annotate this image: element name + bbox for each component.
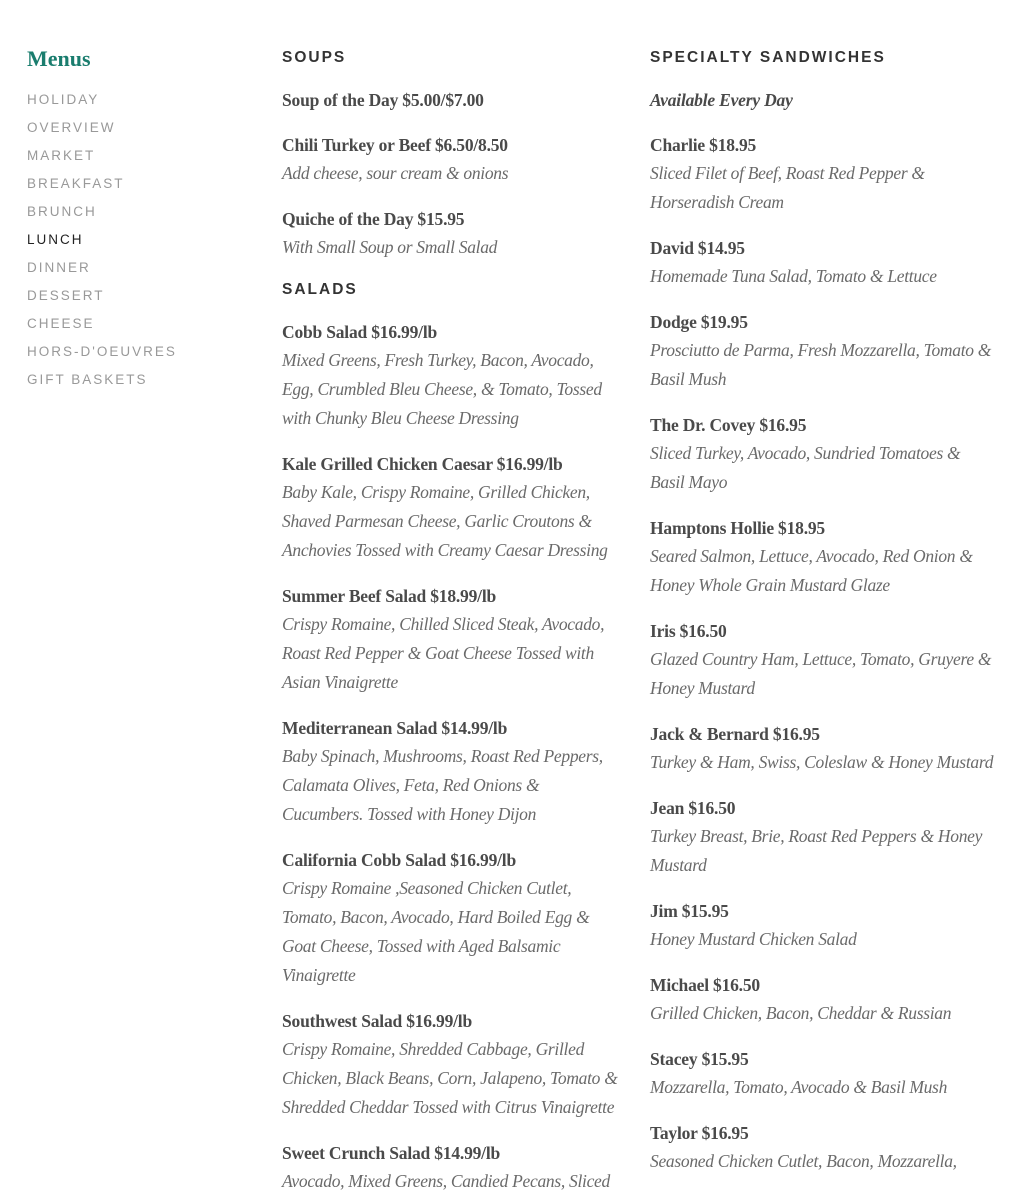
item-description: Avocado, Mixed Greens, Candied Pecans, Sliced — [282, 1171, 610, 1191]
item-description: Mozzarella, Tomato, Avocado & Basil Mush — [650, 1077, 948, 1097]
soups-heading: SOUPS — [282, 49, 347, 66]
menu-item — [282, 1139, 622, 1196]
item-name: David $14.95 — [650, 238, 745, 258]
menu-item — [650, 131, 995, 217]
item-name: Michael $16.50 — [650, 975, 760, 995]
item-name: Summer Beef Salad $18.99/lb — [282, 586, 497, 606]
menu-item — [282, 1007, 622, 1122]
item-description: Glazed Country Ham, Lettuce, Tomato, Gruyere & Honey Mustard — [650, 649, 992, 698]
menu-nav-list — [27, 86, 227, 394]
menu-item — [650, 971, 995, 1028]
item-name: Cobb Salad $16.99/lb — [282, 322, 438, 342]
menu-item — [650, 308, 995, 394]
item-name: Mediterranean Salad $14.99/lb — [282, 718, 508, 738]
sandwiches-heading: SPECIALTY SANDWICHES — [650, 49, 886, 66]
menu-item — [282, 318, 622, 433]
menu-item — [282, 205, 622, 262]
item-name: The Dr. Covey $16.95 — [650, 415, 807, 435]
nav-item-holiday[interactable]: HOLIDAY — [27, 92, 100, 107]
item-description: With Small Soup or Small Salad — [282, 237, 498, 257]
item-description: Baby Kale, Crispy Romaine, Grilled Chicken, Shaved Parmesan Cheese, Garlic Croutons & Anchovies Tossed with Creamy Caesar Dressing — [282, 482, 608, 560]
menu-item — [650, 720, 995, 777]
nav-item-hors-doeuvres[interactable]: HORS-D'OEUVRES — [27, 344, 177, 359]
availability-note: Available Every Day — [650, 90, 793, 110]
menu-item — [282, 846, 622, 990]
menu-item — [650, 617, 995, 703]
item-name: Southwest Salad $16.99/lb — [282, 1011, 472, 1031]
item-name: Jim $15.95 — [650, 901, 729, 921]
item-description: Add cheese, sour cream & onions — [282, 163, 509, 183]
item-description: Seasoned Chicken Cutlet, Bacon, Mozzarella, — [650, 1151, 957, 1171]
menu-item — [282, 131, 622, 188]
item-description: Crispy Romaine ,Seasoned Chicken Cutlet, Tomato, Bacon, Avocado, Hard Boiled Egg & Goat Cheese, Tossed with Aged Balsamic Vinaigrette — [282, 878, 590, 985]
item-name: Iris $16.50 — [650, 621, 727, 641]
nav-item-breakfast[interactable]: BREAKFAST — [27, 176, 125, 191]
sandwiches-section — [650, 45, 995, 1176]
item-description: Turkey Breast, Brie, Roast Red Peppers & Honey Mustard — [650, 826, 983, 875]
menu-item — [650, 897, 995, 954]
item-name: Jean $16.50 — [650, 798, 736, 818]
item-name: Kale Grilled Chicken Caesar $16.99/lb — [282, 454, 563, 474]
menu-item — [282, 450, 622, 565]
nav-item-dessert[interactable]: DESSERT — [27, 288, 105, 303]
nav-item-market[interactable]: MARKET — [27, 148, 96, 163]
item-description: Prosciutto de Parma, Fresh Mozzarella, Tomato & Basil Mush — [650, 340, 992, 389]
item-name: Sweet Crunch Salad $14.99/lb — [282, 1143, 501, 1163]
item-description: Grilled Chicken, Bacon, Cheddar & Russian — [650, 1003, 952, 1023]
item-name: California Cobb Salad $16.99/lb — [282, 850, 516, 870]
soups-salads-column — [282, 45, 622, 1196]
item-description: Seared Salmon, Lettuce, Avocado, Red Onion & Honey Whole Grain Mustard Glaze — [650, 546, 973, 595]
nav-item-brunch[interactable]: BRUNCH — [27, 204, 97, 219]
item-description: Turkey & Ham, Swiss, Coleslaw & Honey Mustard — [650, 752, 994, 772]
item-name: Hamptons Hollie $18.95 — [650, 518, 825, 538]
item-name: Soup of the Day $5.00/$7.00 — [282, 90, 484, 110]
soups-section — [282, 45, 622, 262]
nav-item-overview[interactable]: OVERVIEW — [27, 120, 116, 135]
item-description: Mixed Greens, Fresh Turkey, Bacon, Avocado, Egg, Crumbled Bleu Cheese, & Tomato, Tossed with Chunky Bleu Cheese Dressing — [282, 350, 602, 428]
menu-item — [650, 514, 995, 600]
menu-item — [650, 794, 995, 880]
sidebar-title: Menus — [27, 46, 91, 71]
item-name: Charlie $18.95 — [650, 135, 757, 155]
item-description: Sliced Filet of Beef, Roast Red Pepper & Horseradish Cream — [650, 163, 925, 212]
menu-item — [650, 1119, 995, 1176]
nav-item-cheese[interactable]: CHEESE — [27, 316, 95, 331]
menu-item — [282, 582, 622, 697]
menu-item — [650, 1045, 995, 1102]
menu-item — [650, 234, 995, 291]
salads-heading: SALADS — [282, 281, 358, 298]
nav-item-gift-baskets[interactable]: GIFT BASKETS — [27, 372, 148, 387]
item-name: Stacey $15.95 — [650, 1049, 749, 1069]
item-name: Dodge $19.95 — [650, 312, 748, 332]
menu-item — [282, 714, 622, 829]
menu-item — [282, 86, 622, 114]
salads-section — [282, 277, 622, 1196]
item-description: Crispy Romaine, Shredded Cabbage, Grilled Chicken, Black Beans, Corn, Jalapeno, Tomato & Shredded Cheddar Tossed with Citrus Vinaigrette — [282, 1039, 618, 1117]
item-name: Jack & Bernard $16.95 — [650, 724, 820, 744]
item-description: Honey Mustard Chicken Salad — [650, 929, 857, 949]
item-name: Taylor $16.95 — [650, 1123, 749, 1143]
item-description: Homemade Tuna Salad, Tomato & Lettuce — [650, 266, 937, 286]
item-description: Crispy Romaine, Chilled Sliced Steak, Avocado, Roast Red Pepper & Goat Cheese Tossed with Asian Vinaigrette — [282, 614, 605, 692]
item-name: Chili Turkey or Beef $6.50/8.50 — [282, 135, 508, 155]
item-name: Quiche of the Day $15.95 — [282, 209, 465, 229]
nav-item-dinner[interactable]: DINNER — [27, 260, 91, 275]
item-description: Sliced Turkey, Avocado, Sundried Tomatoes & Basil Mayo — [650, 443, 961, 492]
menus-sidebar — [27, 45, 227, 394]
nav-item-lunch[interactable]: LUNCH — [27, 232, 84, 247]
menu-item — [650, 411, 995, 497]
item-description: Baby Spinach, Mushrooms, Roast Red Peppers, Calamata Olives, Feta, Red Onions & Cucumbers. Tossed with Honey Dijon — [282, 746, 603, 824]
